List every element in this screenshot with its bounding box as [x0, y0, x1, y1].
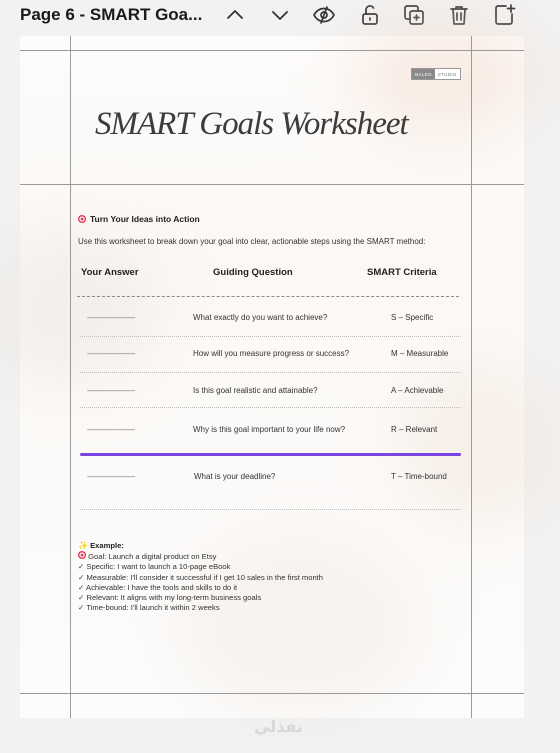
section-heading	[78, 214, 200, 224]
brand-watermark: نفذلي	[254, 717, 303, 736]
frame-line	[20, 50, 524, 51]
example-heading-text: Example:	[90, 541, 124, 550]
studio-badge-right: STUDIO	[435, 69, 460, 79]
guiding-question: What exactly do you want to achieve?	[193, 313, 328, 322]
smart-criteria: S – Specific	[391, 313, 434, 322]
page-canvas[interactable]	[20, 36, 524, 736]
selection-line[interactable]	[80, 453, 461, 456]
unlock-icon[interactable]	[358, 3, 382, 27]
frame-line	[471, 36, 472, 718]
target-icon	[78, 215, 86, 223]
studio-badge	[411, 68, 461, 80]
answer-blank[interactable]: ------------------------	[87, 349, 135, 358]
example-block	[78, 541, 323, 613]
row-divider	[80, 509, 461, 510]
frame-line	[20, 184, 524, 185]
watercolor-wash	[0, 236, 160, 386]
row-divider	[80, 372, 461, 373]
frame-line	[70, 36, 71, 718]
example-line: ✓ Achievable: I have the tools and skills to do it	[78, 582, 238, 592]
section-heading-text: Turn Your Ideas into Action	[90, 214, 200, 224]
intro-text: Use this worksheet to break down your goal into clear, actionable steps using the SMART method:	[78, 237, 426, 246]
sparkle-icon: ✨	[78, 541, 88, 550]
row-divider	[80, 336, 461, 337]
studio-badge-left: NALEO	[412, 69, 435, 79]
answer-blank[interactable]: ------------------------	[87, 313, 135, 322]
header-guiding-question: Guiding Question	[213, 267, 293, 278]
example-line: ✓ Measurable: I'll consider it successful if I get 10 sales in the first month	[78, 572, 324, 582]
guiding-question: How will you measure progress or success?	[193, 349, 350, 358]
guiding-question: What is your deadline?	[194, 472, 276, 481]
chevron-up-icon[interactable]	[223, 3, 247, 27]
example-heading	[78, 541, 323, 551]
header-smart-criteria: SMART Criteria	[367, 267, 437, 278]
header-your-answer: Your Answer	[81, 267, 139, 278]
target-icon	[78, 551, 86, 559]
example-line: ✓ Relevant: It aligns with my long-term business goals	[78, 593, 262, 603]
eye-slash-icon[interactable]	[312, 3, 336, 27]
add-page-icon[interactable]	[492, 3, 516, 27]
page-title[interactable]: Page 6 - SMART Goa...	[20, 5, 203, 24]
example-line: ✓ Time-bound: I'll launch it within 2 weeks	[78, 603, 220, 613]
row-divider	[80, 407, 461, 408]
guiding-question: Why is this goal important to your life now?	[193, 425, 346, 434]
smart-criteria: T – Time-bound	[391, 472, 447, 481]
smart-criteria: A – Achievable	[391, 386, 444, 395]
frame-line	[20, 693, 524, 694]
example-line	[78, 551, 323, 562]
smart-criteria: M – Measurable	[391, 349, 449, 358]
answer-blank[interactable]: ------------------------	[87, 425, 135, 434]
answer-blank[interactable]: ------------------------	[87, 386, 135, 395]
guiding-question: Is this goal realistic and attainable?	[193, 386, 318, 395]
worksheet-title: SMART Goals Worksheet	[95, 106, 408, 142]
header-divider	[77, 296, 459, 297]
example-line: ✓ Specific: I want to launch a 10-page eBook	[78, 562, 231, 572]
chevron-down-icon[interactable]	[268, 3, 292, 27]
answer-blank[interactable]: ------------------------	[87, 472, 135, 481]
example-line-text: Goal: Launch a digital product on Etsy	[88, 552, 217, 562]
smart-criteria: R – Relevant	[391, 425, 438, 434]
